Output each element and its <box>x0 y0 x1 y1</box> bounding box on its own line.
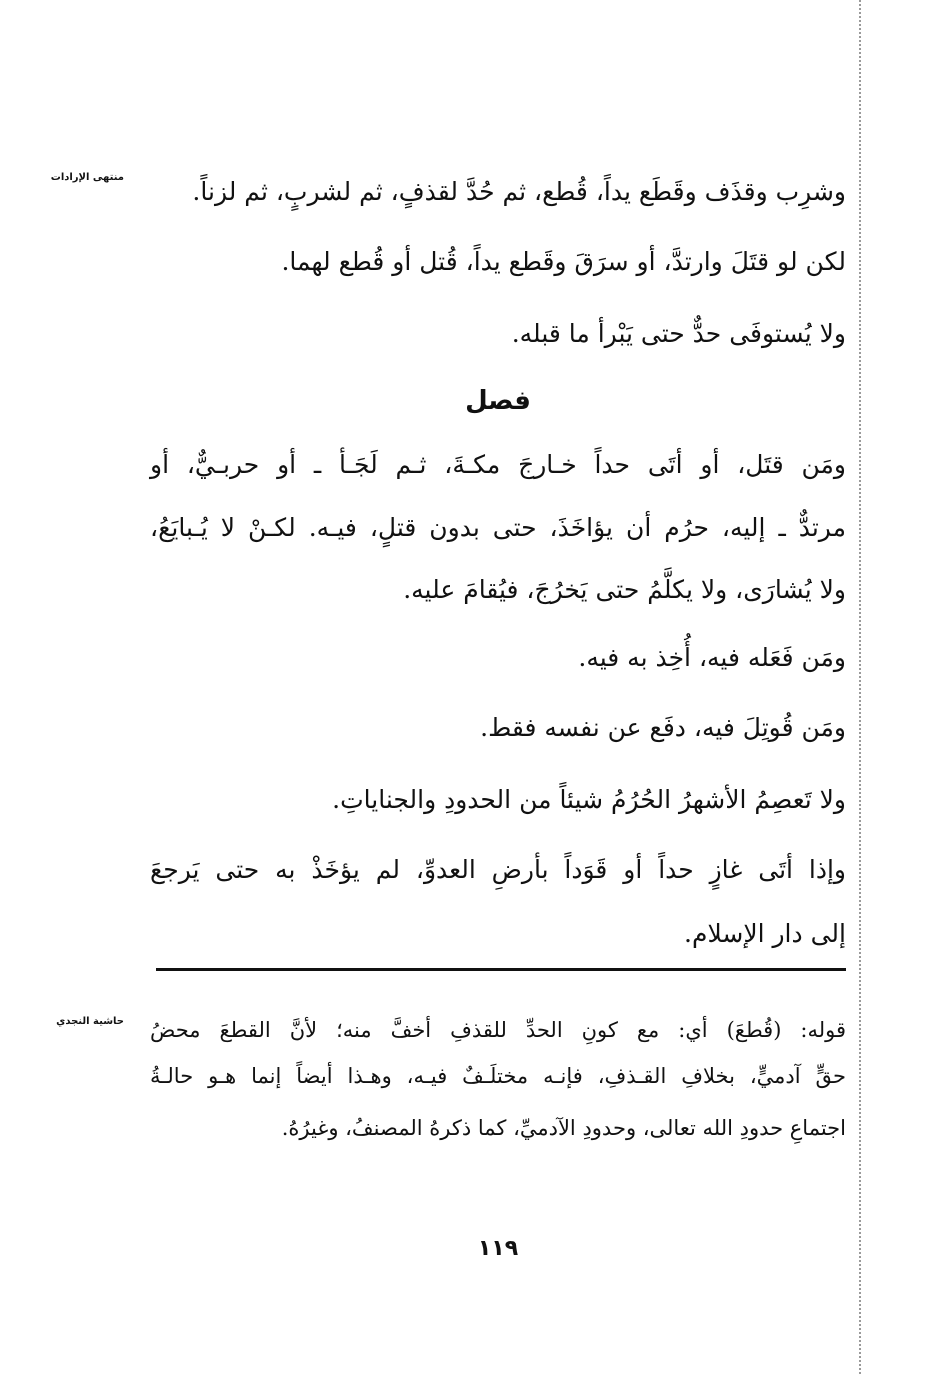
section-line-6: ولا تَعصِمُ الأشهرُ الحُرُمُ شيئاً من الحدودِ والجناياتِ. <box>332 785 846 814</box>
main-line-2: لكن لو قتَلَ وارتدَّ، أو سرَقَ وقَطع يداً، قُتل أو قُطع لهما. <box>281 247 846 276</box>
section-line-8: إلى دار الإسلام. <box>684 919 846 948</box>
page-number: ١١٩ <box>477 1236 519 1261</box>
footnote-line-2: حقٍّ آدميٍّ، بخلافِ القـذفِ، فإنـه مختلَـفٌ فيـه، وهـذا أيضاً إنما هـو حالـةُ <box>150 1064 846 1088</box>
footnote-line-1: قوله: (قُطعَ) أي: مع كونِ الحدِّ للقذفِ أخفَّ منه؛ لأنَّ القطعَ محضُ <box>150 1018 846 1042</box>
section-line-5: ومَن قُوتِلَ فيه، دفَع عن نفسه فقط. <box>480 713 846 742</box>
section-line-7: وإذا أتَى غازٍ حداً أو قَوَداً بأرضِ العدوِّ، لم يؤخَذْ به حتى يَرجعَ <box>150 855 846 884</box>
footnote-line-3: اجتماعِ حدودِ الله تعالى، وحدودِ الآدميِّ، كما ذكرهُ المصنفُ، وغيرُهُ. <box>281 1116 846 1140</box>
side-label-muntaha: منتهى الإرادات <box>50 172 124 183</box>
main-line-1: وشرِب وقذَف وقَطَع يداً، قُطع، ثم حُدَّ لقذفٍ، ثم لشربٍ، ثم لزناً. <box>192 177 846 206</box>
section-line-1: ومَن قتَل، أو أتَى حداً خـارجَ مكـةَ، ثـم لَجَـأ ـ أو حربـيٌّ، أو <box>150 450 846 479</box>
page-edge-dotted-line <box>859 0 861 1374</box>
section-line-4: ومَن فَعَله فيه، أُخِذ به فيه. <box>578 643 846 672</box>
side-label-najdi: حاشية النجدي <box>56 1016 124 1027</box>
footnote-separator <box>156 968 846 971</box>
section-line-3: ولا يُشارَى، ولا يكلَّمُ حتى يَخرُجَ، فيُقامَ عليه. <box>403 575 846 604</box>
section-line-2: مرتدٌّ ـ إليه، حرُم أن يؤاخَذَ، حتى بدون قتلٍ، فيـه. لكـنْ لا يُـبايَعُ، <box>150 513 846 542</box>
section-title: فصل <box>465 386 531 416</box>
main-line-3: ولا يُستوفَى حدٌّ حتى يَبْرأ ما قبله. <box>511 319 846 348</box>
